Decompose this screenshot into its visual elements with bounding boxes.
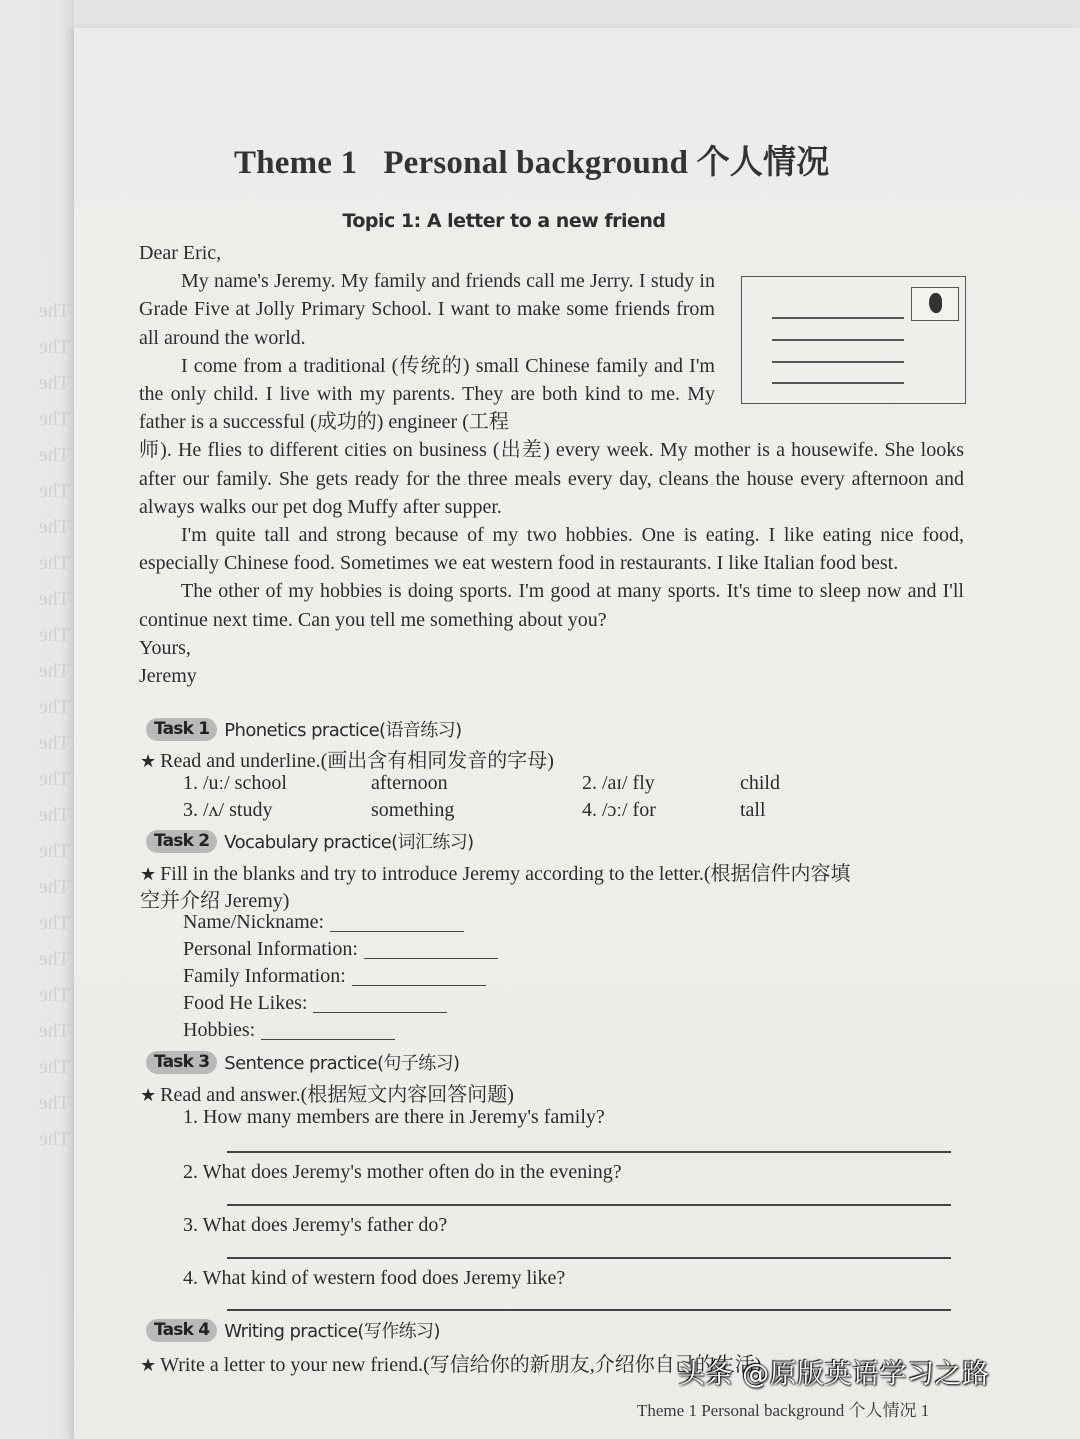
answer-line-4[interactable] xyxy=(227,1309,951,1311)
address-line xyxy=(772,339,904,341)
letter-paragraph-3: I'm quite tall and strong because of my two hobbies. One is eating. I like eating nice food, especially Chinese food. Sometimes we eat western food in restaurants. I like Italian food best. xyxy=(139,524,964,575)
textbook-page xyxy=(74,28,1080,1439)
task-2-instruction-cont: 空并介绍 Jeremy) xyxy=(140,890,290,912)
address-line xyxy=(772,382,904,384)
letter-paragraph-2b: 师). He flies to different cities on business (出差) every week. My mother is a housewife. She looks after our family. She gets ready for the three meals every day, cleans the house every afternoon and always walks our pet dog Muffy after supper. xyxy=(139,439,964,518)
task-badge: Task 1 xyxy=(146,718,217,741)
postcard-stamp-icon xyxy=(911,287,959,321)
food-blank[interactable] xyxy=(313,1012,447,1014)
facing-page-edge xyxy=(0,0,74,1439)
letter-greeting: Dear Eric, xyxy=(139,242,222,264)
name-blank[interactable] xyxy=(330,931,464,933)
task-badge: Task 2 xyxy=(146,830,217,853)
envelope-illustration xyxy=(741,276,966,404)
task-1-header xyxy=(146,716,462,742)
phonetics-word: something xyxy=(371,799,455,821)
answer-line-1[interactable] xyxy=(227,1151,951,1153)
star-icon: ★ xyxy=(140,751,157,771)
bleed-through-text: The The The The The The The The The The The The The The The The The The The The The The The The xyxy=(38,300,70,1150)
task-title: Writing practice(写作练习) xyxy=(224,1321,440,1342)
phonetics-item: 4. /ɔː/ for xyxy=(582,799,656,821)
address-line xyxy=(772,317,904,319)
phonetics-word: tall xyxy=(740,799,766,821)
question-2: 2. What does Jeremy's mother often do in the evening? xyxy=(183,1161,622,1183)
task-2-header xyxy=(146,828,474,854)
answer-line-2[interactable] xyxy=(227,1204,951,1206)
star-icon: ★ xyxy=(140,1085,157,1105)
answer-line-3[interactable] xyxy=(227,1257,951,1259)
task-4-header xyxy=(146,1317,440,1343)
address-line xyxy=(772,361,904,363)
hobbies-blank[interactable] xyxy=(261,1039,395,1041)
personal-info-field[interactable]: Personal Information: xyxy=(183,938,498,961)
task-title: Phonetics practice(语音练习) xyxy=(224,720,462,741)
topic-title: Topic 1: A letter to a new friend xyxy=(342,210,666,232)
name-field[interactable]: Name/Nickname: xyxy=(183,911,464,934)
letter-paragraph-2a: I come from a traditional (传统的) small Chinese family and I'm the only child. I live with my parents. They are both kind to me. My father is a successful (成功的) engineer (工程 xyxy=(139,354,715,434)
question-3: 3. What does Jeremy's father do? xyxy=(183,1214,448,1236)
family-info-field[interactable]: Family Information: xyxy=(183,965,486,988)
task-3-header xyxy=(146,1049,459,1075)
question-1: 1. How many members are there in Jeremy's family? xyxy=(183,1106,605,1128)
letter-signature: Jeremy xyxy=(139,665,197,688)
phonetics-item: 1. /uː/ school xyxy=(183,772,287,794)
task-4-instruction: ★ Write a letter to your new friend.(写信给你的新朋友,介绍你自己的生活) xyxy=(140,1354,762,1376)
task-1-instruction: ★ Read and underline.(画出含有相同发音的字母) xyxy=(140,750,554,772)
page-footer: Theme 1 Personal background 个人情况 1 xyxy=(637,1401,930,1420)
task-badge: Task 3 xyxy=(146,1051,217,1074)
question-4: 4. What kind of western food does Jeremy like? xyxy=(183,1267,566,1289)
letter-paragraph-4: The other of my hobbies is doing sports. I'm good at many sports. It's time to sleep now and I'll continue next time. Can you tell me something about you? xyxy=(139,580,964,631)
letter-closing: Yours, xyxy=(139,636,191,659)
phonetics-item: 2. /aɪ/ fly xyxy=(582,772,655,794)
star-icon: ★ xyxy=(140,1355,157,1375)
task-title: Sentence practice(句子练习) xyxy=(224,1053,460,1074)
phonetics-item: 3. /ʌ/ study xyxy=(183,799,273,821)
letter-paragraph-1: My name's Jeremy. My family and friends call me Jerry. I study in Grade Five at Jolly Primary School. I want to make some friends from all around the world. xyxy=(139,270,715,349)
phonetics-word: afternoon xyxy=(371,772,448,794)
theme-title: Theme 1 Personal background 个人情况 xyxy=(234,145,830,181)
hobbies-field[interactable]: Hobbies: xyxy=(183,1019,395,1042)
task-3-instruction: ★ Read and answer.(根据短文内容回答问题) xyxy=(140,1084,514,1106)
family-info-blank[interactable] xyxy=(352,985,486,987)
food-field[interactable]: Food He Likes: xyxy=(183,992,447,1015)
watermark: 头条 @原版英语学习之路 xyxy=(678,1359,990,1390)
task-title: Vocabulary practice(词汇练习) xyxy=(224,832,474,853)
phonetics-word: child xyxy=(740,772,780,794)
personal-info-blank[interactable] xyxy=(364,958,498,960)
task-2-instruction: ★ Fill in the blanks and try to introduce Jeremy according to the letter.(根据信件内容填 xyxy=(140,863,851,885)
star-icon: ★ xyxy=(140,864,157,884)
task-badge: Task 4 xyxy=(146,1319,217,1342)
